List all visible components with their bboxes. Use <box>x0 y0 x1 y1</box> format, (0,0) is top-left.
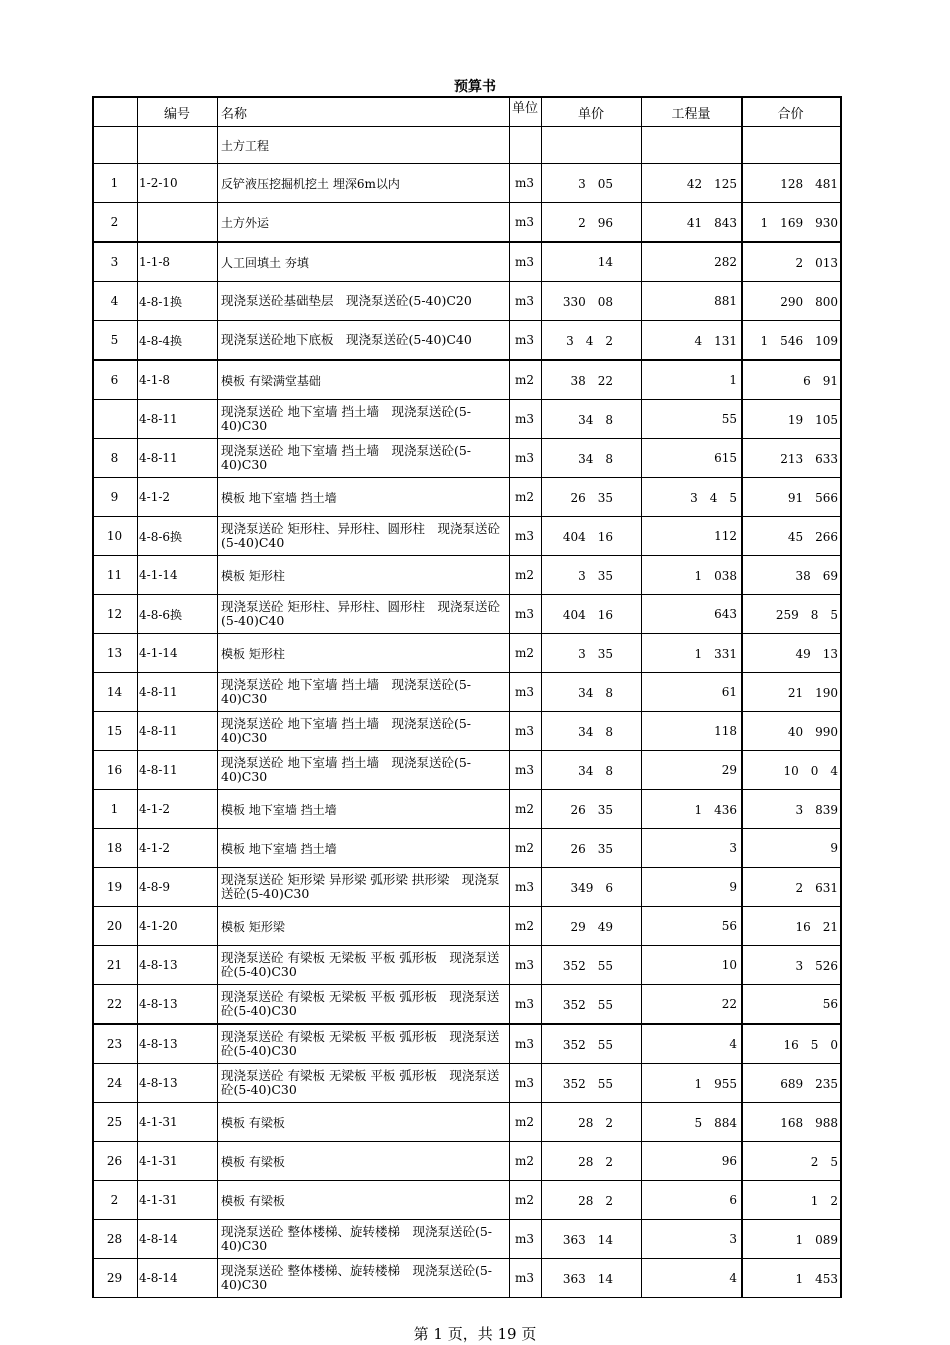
row-unit: m2 <box>515 841 535 855</box>
row-qty: 881 <box>714 294 737 308</box>
header-total: 合价 <box>777 106 804 122</box>
row-unit: m2 <box>515 1115 535 1129</box>
row-unit: m2 <box>515 568 535 582</box>
row-no: 24 <box>106 1076 123 1090</box>
row-total: 91 566 <box>787 490 838 505</box>
row-no <box>92 400 137 438</box>
row-price: 26 35 <box>570 490 613 505</box>
row-name: 反铲液压挖掘机挖土 埋深6m以内 <box>221 176 400 191</box>
row-no: 25 <box>106 1115 123 1129</box>
row-code: 4-1-2 <box>139 802 171 816</box>
row-no: 13 <box>106 646 123 660</box>
column-divider <box>541 96 542 1298</box>
table-row <box>92 1259 840 1298</box>
row-total: 128 481 <box>780 176 838 191</box>
row-name: 现浇泵送砼 地下室墙 挡土墙 现浇泵送砼(5-40)C30 <box>221 716 472 745</box>
column-divider <box>741 96 743 1298</box>
row-total: 19 105 <box>787 412 838 427</box>
row-code: 4-1-2 <box>139 490 171 504</box>
row-total: 40 990 <box>787 724 838 739</box>
row-unit: m3 <box>515 997 535 1011</box>
row-qty: 1 955 <box>694 1076 737 1091</box>
row-price: 34 8 <box>578 763 613 778</box>
row-no: 3 <box>110 255 119 269</box>
row-name: 现浇泵送砼 矩形柱、异形柱、圆形柱 现浇泵送砼(5-40)C40 <box>221 599 500 628</box>
row-qty: 112 <box>714 529 737 543</box>
row-price: 28 2 <box>578 1154 613 1169</box>
row-unit: m3 <box>515 607 535 621</box>
row-price: 28 2 <box>578 1115 613 1130</box>
table-row <box>92 203 840 243</box>
table-row <box>92 946 840 985</box>
row-name: 模板 有梁板 <box>221 1193 285 1208</box>
row-total: 2 5 <box>810 1154 838 1169</box>
row-code: 4-1-14 <box>139 568 178 582</box>
row-price: 34 8 <box>578 451 613 466</box>
row-name: 模板 矩形柱 <box>221 646 285 661</box>
row-no: 20 <box>106 919 123 933</box>
row-code: 4-8-11 <box>139 451 178 465</box>
table-row <box>92 1181 840 1220</box>
row-total: 1 546 109 <box>760 333 838 348</box>
row-total: 3 526 <box>795 958 838 973</box>
row-name: 模板 矩形柱 <box>221 568 285 583</box>
row-no: 8 <box>110 451 119 465</box>
table-row <box>92 673 840 712</box>
row-code: 1-2-10 <box>139 176 178 190</box>
row-name: 现浇泵送砼 有梁板 无梁板 平板 弧形板 现浇泵送砼(5-40)C30 <box>221 950 500 979</box>
row-no: 9 <box>110 490 119 504</box>
row-code: 4-1-14 <box>139 646 178 660</box>
table-row <box>92 1064 840 1103</box>
row-code: 4-8-13 <box>139 1037 178 1051</box>
table-row <box>92 282 840 321</box>
row-no: 10 <box>106 529 123 543</box>
row-no: 16 <box>106 763 123 777</box>
row-total: 1 2 <box>810 1193 838 1208</box>
row-no: 28 <box>106 1232 123 1246</box>
row-unit: m3 <box>515 880 535 894</box>
row-no: 22 <box>106 997 123 1011</box>
row-unit: m2 <box>515 373 535 387</box>
section-title: 土方工程 <box>221 138 270 153</box>
row-no: 11 <box>106 568 123 582</box>
row-unit: m2 <box>515 490 535 504</box>
row-price: 404 16 <box>562 529 613 544</box>
row-price: 34 8 <box>578 724 613 739</box>
table-row <box>92 1025 840 1064</box>
row-price: 26 35 <box>570 841 613 856</box>
row-qty: 9 <box>729 880 737 894</box>
header-code: 编号 <box>163 106 190 122</box>
row-name: 现浇泵送砼 整体楼梯、旋转楼梯 现浇泵送砼(5-40)C30 <box>221 1224 493 1253</box>
row-price: 2 96 <box>578 215 613 230</box>
row-qty: 5 884 <box>694 1115 737 1130</box>
row-total: 259 8 5 <box>775 607 838 622</box>
row-no: 5 <box>110 333 119 347</box>
row-price: 349 6 <box>570 880 613 895</box>
row-unit: m3 <box>515 958 535 972</box>
row-code: 4-1-20 <box>139 919 178 933</box>
row-price: 26 35 <box>570 802 613 817</box>
row-unit: m3 <box>515 529 535 543</box>
row-qty: 4 131 <box>694 333 737 348</box>
table-row <box>92 868 840 907</box>
row-unit: m3 <box>515 1076 535 1090</box>
row-price: 34 8 <box>578 685 613 700</box>
header-qty: 工程量 <box>671 106 711 122</box>
row-unit: m3 <box>515 333 535 347</box>
row-qty: 29 <box>721 763 737 777</box>
column-divider <box>217 96 218 1298</box>
row-qty: 1 436 <box>694 802 737 817</box>
row-price: 38 22 <box>570 373 613 388</box>
row-name: 现浇泵送砼 有梁板 无梁板 平板 弧形板 现浇泵送砼(5-40)C30 <box>221 989 500 1018</box>
row-total: 16 5 0 <box>783 1037 838 1052</box>
row-unit: m3 <box>515 724 535 738</box>
table-row <box>92 595 840 634</box>
row-code: 4-1-31 <box>139 1115 178 1129</box>
section-row <box>92 127 840 164</box>
row-unit: m2 <box>515 646 535 660</box>
row-total: 168 988 <box>780 1115 838 1130</box>
row-price: 3 4 2 <box>566 333 613 348</box>
table-row <box>92 164 840 203</box>
row-qty: 6 <box>729 1193 737 1207</box>
table-row <box>92 907 840 946</box>
row-unit: m2 <box>515 1193 535 1207</box>
row-code: 4-8-1换 <box>139 294 183 309</box>
table-row <box>92 712 840 751</box>
table-row <box>92 634 840 673</box>
row-qty: 118 <box>714 724 737 738</box>
row-price: 3 05 <box>578 176 613 191</box>
row-no: 29 <box>106 1271 123 1285</box>
row-qty: 282 <box>714 255 737 269</box>
row-no: 26 <box>106 1154 123 1168</box>
table-header-row <box>92 96 840 127</box>
row-price: 363 14 <box>562 1232 613 1247</box>
row-total: 45 266 <box>787 529 838 544</box>
table-body <box>92 164 840 1298</box>
row-qty: 10 <box>721 958 737 972</box>
row-name: 模板 地下室墙 挡土墙 <box>221 802 337 817</box>
row-code <box>137 203 217 241</box>
table-row <box>92 1220 840 1259</box>
row-name: 现浇泵送砼 地下室墙 挡土墙 现浇泵送砼(5-40)C30 <box>221 755 472 784</box>
table-row <box>92 829 840 868</box>
table-row <box>92 243 840 282</box>
row-total: 3 839 <box>795 802 838 817</box>
row-no: 6 <box>110 373 119 387</box>
row-no: 14 <box>106 685 123 699</box>
row-total: 16 21 <box>795 919 838 934</box>
row-code: 4-8-14 <box>139 1232 178 1246</box>
table-row <box>92 321 840 361</box>
row-code: 4-8-11 <box>139 763 178 777</box>
column-divider <box>840 96 842 1298</box>
row-code: 4-8-11 <box>139 724 178 738</box>
table-row <box>92 517 840 556</box>
row-unit: m2 <box>515 802 535 816</box>
row-qty: 41 843 <box>686 215 737 230</box>
row-name: 模板 地下室墙 挡土墙 <box>221 490 337 505</box>
column-divider <box>92 96 94 1298</box>
row-name: 现浇泵送砼基础垫层 现浇泵送砼(5-40)C20 <box>221 293 472 308</box>
row-price: 352 55 <box>562 1037 613 1052</box>
table-row <box>92 361 840 400</box>
row-total: 21 190 <box>787 685 838 700</box>
row-name: 土方外运 <box>221 215 270 230</box>
row-no: 15 <box>106 724 123 738</box>
row-qty: 4 <box>729 1271 737 1285</box>
row-no: 21 <box>106 958 123 972</box>
row-code: 4-8-11 <box>139 412 178 426</box>
row-name: 现浇泵送砼 有梁板 无梁板 平板 弧形板 现浇泵送砼(5-40)C30 <box>221 1029 500 1058</box>
row-qty: 22 <box>721 997 737 1011</box>
row-total: 49 13 <box>795 646 838 661</box>
table-row <box>92 790 840 829</box>
row-no: 1 <box>110 802 119 816</box>
row-total: 2 631 <box>795 880 838 895</box>
row-unit: m3 <box>515 176 535 190</box>
row-qty: 1 <box>729 373 737 387</box>
row-price: 3 35 <box>578 646 613 661</box>
row-price: 14 <box>597 255 613 269</box>
row-total: 1 089 <box>795 1232 838 1247</box>
row-qty: 61 <box>721 685 737 699</box>
row-price: 28 2 <box>578 1193 613 1208</box>
row-qty: 615 <box>714 451 737 465</box>
row-code: 4-1-8 <box>139 373 171 387</box>
row-qty: 42 125 <box>686 176 737 191</box>
row-total: 38 69 <box>795 568 838 583</box>
row-price: 352 55 <box>562 997 613 1012</box>
row-qty: 3 <box>729 841 737 855</box>
row-qty: 96 <box>721 1154 737 1168</box>
row-code: 1-1-8 <box>139 255 171 269</box>
row-code: 4-8-6换 <box>139 529 183 544</box>
row-total: 2 013 <box>795 255 838 270</box>
row-price: 330 08 <box>562 294 613 309</box>
row-qty: 1 331 <box>694 646 737 661</box>
row-unit: m2 <box>515 919 535 933</box>
row-name: 现浇泵送砼 矩形柱、异形柱、圆形柱 现浇泵送砼(5-40)C40 <box>221 521 500 550</box>
row-total: 9 <box>830 841 838 855</box>
page-footer: 第 1 页，共 19 页 <box>413 1325 537 1343</box>
row-unit: m3 <box>515 215 535 229</box>
row-no: 19 <box>106 880 123 894</box>
row-name: 模板 矩形梁 <box>221 919 285 934</box>
row-unit: m3 <box>515 451 535 465</box>
row-no: 4 <box>110 294 119 308</box>
table-row <box>92 1142 840 1181</box>
row-no: 18 <box>106 841 123 855</box>
row-unit: m3 <box>515 1232 535 1246</box>
row-qty: 1 038 <box>694 568 737 583</box>
row-price: 29 49 <box>570 919 613 934</box>
row-no: 12 <box>106 607 123 621</box>
table-row <box>92 1103 840 1142</box>
table-row <box>92 985 840 1025</box>
table-row <box>92 478 840 517</box>
row-unit: m3 <box>515 1271 535 1285</box>
row-price: 352 55 <box>562 1076 613 1091</box>
row-total: 1 169 930 <box>760 215 838 230</box>
row-total: 56 <box>822 997 838 1011</box>
row-qty: 3 <box>729 1232 737 1246</box>
row-price: 34 8 <box>578 412 613 427</box>
row-code: 4-8-6换 <box>139 607 183 622</box>
header-price: 单价 <box>577 106 604 122</box>
column-divider <box>641 96 642 1298</box>
row-code: 4-1-2 <box>139 841 171 855</box>
row-total: 689 235 <box>780 1076 838 1091</box>
table-row <box>92 556 840 595</box>
row-code: 4-8-4换 <box>139 333 183 348</box>
row-no: 2 <box>110 215 119 229</box>
row-unit: m3 <box>515 255 535 269</box>
row-total: 213 633 <box>780 451 838 466</box>
header-name: 名称 <box>221 106 248 122</box>
row-code: 4-8-13 <box>139 958 178 972</box>
row-unit: m3 <box>515 294 535 308</box>
row-name: 模板 有梁板 <box>221 1115 285 1130</box>
row-unit: m3 <box>515 412 535 426</box>
row-name: 现浇泵送砼 整体楼梯、旋转楼梯 现浇泵送砼(5-40)C30 <box>221 1263 493 1292</box>
table-row <box>92 751 840 790</box>
budget-table <box>92 96 840 1298</box>
table-row <box>92 439 840 478</box>
row-no: 1 <box>110 176 119 190</box>
row-code: 4-8-11 <box>139 685 178 699</box>
row-price: 352 55 <box>562 958 613 973</box>
row-code: 4-1-31 <box>139 1154 178 1168</box>
row-name: 模板 有梁满堂基础 <box>221 373 321 388</box>
row-code: 4-8-14 <box>139 1271 178 1285</box>
row-name: 现浇泵送砼 矩形梁 异形梁 弧形梁 拱形梁 现浇泵送砼(5-40)C30 <box>221 872 500 901</box>
row-total: 6 91 <box>803 373 838 388</box>
row-name: 现浇泵送砼 有梁板 无梁板 平板 弧形板 现浇泵送砼(5-40)C30 <box>221 1068 500 1097</box>
row-name: 模板 有梁板 <box>221 1154 285 1169</box>
column-divider <box>509 96 510 1298</box>
row-name: 模板 地下室墙 挡土墙 <box>221 841 337 856</box>
table-row <box>92 400 840 439</box>
row-total: 1 453 <box>795 1271 838 1286</box>
row-code: 4-8-9 <box>139 880 171 894</box>
row-no: 2 <box>110 1193 119 1207</box>
row-qty: 3 4 5 <box>690 490 737 505</box>
row-price: 363 14 <box>562 1271 613 1286</box>
row-price: 3 35 <box>578 568 613 583</box>
row-qty: 55 <box>721 412 737 426</box>
row-unit: m3 <box>515 763 535 777</box>
row-price: 404 16 <box>562 607 613 622</box>
row-unit: m3 <box>515 685 535 699</box>
row-name: 人工回填土 夯填 <box>221 255 309 270</box>
row-total: 10 0 4 <box>783 763 838 778</box>
row-name: 现浇泵送砼 地下室墙 挡土墙 现浇泵送砼(5-40)C30 <box>221 677 472 706</box>
row-name: 现浇泵送砼地下底板 现浇泵送砼(5-40)C40 <box>221 332 472 347</box>
row-name: 现浇泵送砼 地下室墙 挡土墙 现浇泵送砼(5-40)C30 <box>221 404 472 433</box>
row-no: 23 <box>106 1037 123 1051</box>
row-code: 4-8-13 <box>139 1076 178 1090</box>
row-code: 4-8-13 <box>139 997 178 1011</box>
header-unit: 单位 <box>511 101 538 116</box>
row-code: 4-1-31 <box>139 1193 178 1207</box>
column-divider <box>137 96 138 1298</box>
header-no <box>92 98 137 126</box>
row-qty: 643 <box>714 607 737 621</box>
row-total: 290 800 <box>780 294 838 309</box>
row-qty: 56 <box>721 919 737 933</box>
page-title: 预算书 <box>454 79 496 95</box>
row-unit: m3 <box>515 1037 535 1051</box>
row-unit: m2 <box>515 1154 535 1168</box>
row-qty: 4 <box>729 1037 737 1051</box>
row-name: 现浇泵送砼 地下室墙 挡土墙 现浇泵送砼(5-40)C30 <box>221 443 472 472</box>
